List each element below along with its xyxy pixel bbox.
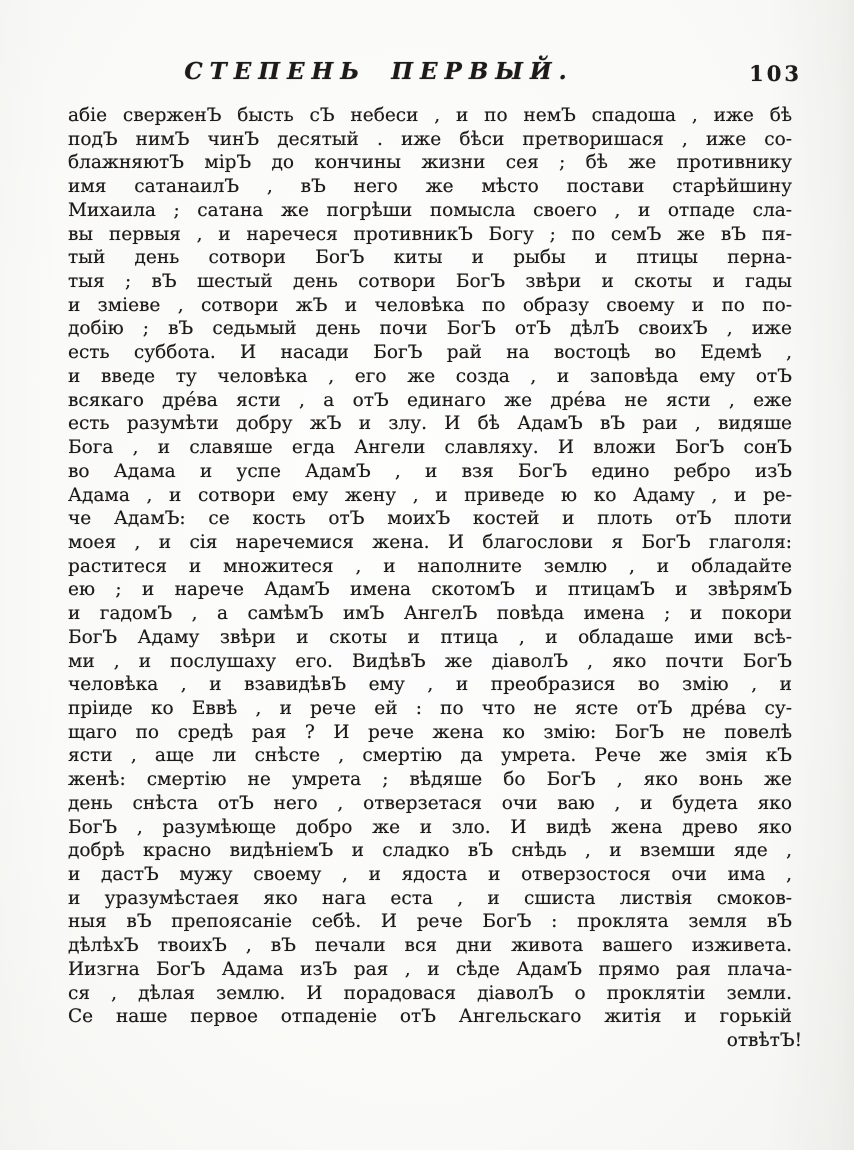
text-line: Бога , и славяше егда Ангели славляху. И вложи БогЪ сонЪ [68, 437, 792, 459]
text-line: и гадомЪ , а самѣмЪ имЪ АнгелЪ повѣда имена ; и покори [68, 603, 792, 625]
text-line: ся , дѣлая землю. И порадовася діаволЪ о проклятіи земли. [68, 982, 792, 1004]
text-line: всякаго дре́ва ясти , а отЪ единаго же дре́ва не ясти , еже [68, 389, 792, 411]
page-number: 103 [749, 61, 802, 86]
text-line: тыя ; вЪ шестый день сотвори БогЪ звѣри и скоты и гады [68, 271, 792, 293]
text-line: Иизгна БогЪ Адама изЪ рая , и сѣде АдамЪ прямо рая плача- [68, 958, 792, 980]
body-text [68, 104, 792, 1029]
text-line: вы первыя , и наречеся противникЪ Богу ; по семЪ же вЪ пя- [68, 223, 792, 245]
text-line: и уразумѣстаея яко нага еста , и сшиста листвія смоков- [68, 887, 792, 909]
text-line: есть разумѣти добру жЪ и злу. И бѣ АдамЪ вЪ раи , видяше [68, 413, 792, 435]
text-line: добрѣ красно видѣніемЪ и сладко вЪ снѣдь , и вземши яде , [68, 840, 792, 862]
text-line: БогЪ , разумѣюще добро же и зло. И видѣ жена древо яко [68, 816, 792, 838]
text-line: Адама , и сотвори ему жену , и приведе ю ко Адаму , и ре- [68, 484, 792, 506]
text-line: дѣлѣхЪ твоихЪ , вЪ печали вся дни живота вашего изживета. [68, 935, 792, 957]
text-line: абіе сверженЪ бысть сЪ небеси , и по немЪ спадоша , иже бѣ [68, 105, 792, 126]
text-line: Михаила ; сатана же погрѣши помысла своего , и отпаде сла- [68, 199, 792, 221]
text-line: че АдамЪ: се кость отЪ моихЪ костей и плоть отЪ плоти [68, 508, 792, 530]
text-line: добію ; вЪ седьмый день почи БогЪ отЪ дѣлЪ своихЪ , иже [68, 318, 792, 340]
chapter-heading: СТЕПЕНЬ ПЕРВЫЙ. [184, 58, 574, 85]
text-line: и зміеве , сотвори жЪ и человѣка по образу своему и по по- [68, 294, 792, 316]
text-line: день снѣста отЪ него , отверзетася очи ваю , и будета яко [68, 792, 792, 814]
text-line: и введе ту человѣка , его же созда , и заповѣда ему отЪ [68, 365, 792, 387]
text-line: ясти , аще ли снѣсте , смертію да умрета. Рече же змія кЪ [68, 745, 792, 767]
catchword-line: отвѣтЪ! [726, 1030, 802, 1051]
text-line: щаго по средѣ рая ? И рече жена ко змію: БогЪ не повелѣ [68, 721, 792, 743]
text-line: блажняютЪ мірЪ до кончины жизни сея ; бѣ же противнику [68, 152, 792, 174]
text-line: ми , и послушаху его. ВидѣвЪ же діаволЪ , яко почти БогЪ [68, 650, 792, 672]
text-line: ею ; и нарече АдамЪ имена скотомЪ и птицамЪ и звѣрямЪ [68, 579, 792, 601]
text-line: моея , и сія наречемися жена. И благослови я БогЪ глаголя: [68, 531, 792, 553]
text-line: ныя вЪ препоясаніе себѣ. И рече БогЪ : проклята земля вЪ [68, 911, 792, 933]
page-header [68, 58, 802, 94]
text-line: женѣ: смертію не умрета ; вѣдяше бо БогЪ , яко вонь же [68, 769, 792, 791]
text-line: раститеся и множитеся , и наполните землю , и обладайте [68, 555, 792, 577]
text-line: подЪ нимЪ чинЪ десятый . иже бѣси претворишася , иже со- [68, 128, 792, 150]
text-line: есть суббота. И насади БогЪ рай на востоцѣ во Едемѣ , [68, 342, 792, 364]
text-line: Се наше первое отпаденіе отЪ Ангельскаго житія и горькій [68, 1006, 792, 1028]
text-line: пріиде ко Еввѣ , и рече ей : по что не ясте отЪ дре́ва су- [68, 697, 792, 719]
text-line: тый день сотвори БогЪ киты и рыбы и птицы перна- [68, 247, 792, 269]
text-line: во Адама и успе АдамЪ , и взя БогЪ едино ребро изЪ [68, 460, 792, 482]
text-line: и дастЪ мужу своему , и ядоста и отверзостося очи има , [68, 864, 792, 885]
text-line: БогЪ Адаму звѣри и скоты и птица , и обладаше ими всѣ- [68, 626, 792, 648]
text-line: имя сатанаилЪ , вЪ него же мѣсто постави старѣйшину [68, 176, 792, 198]
text-line: человѣка , и взавидѣвЪ ему , и преобразися во змію , и [68, 674, 792, 696]
